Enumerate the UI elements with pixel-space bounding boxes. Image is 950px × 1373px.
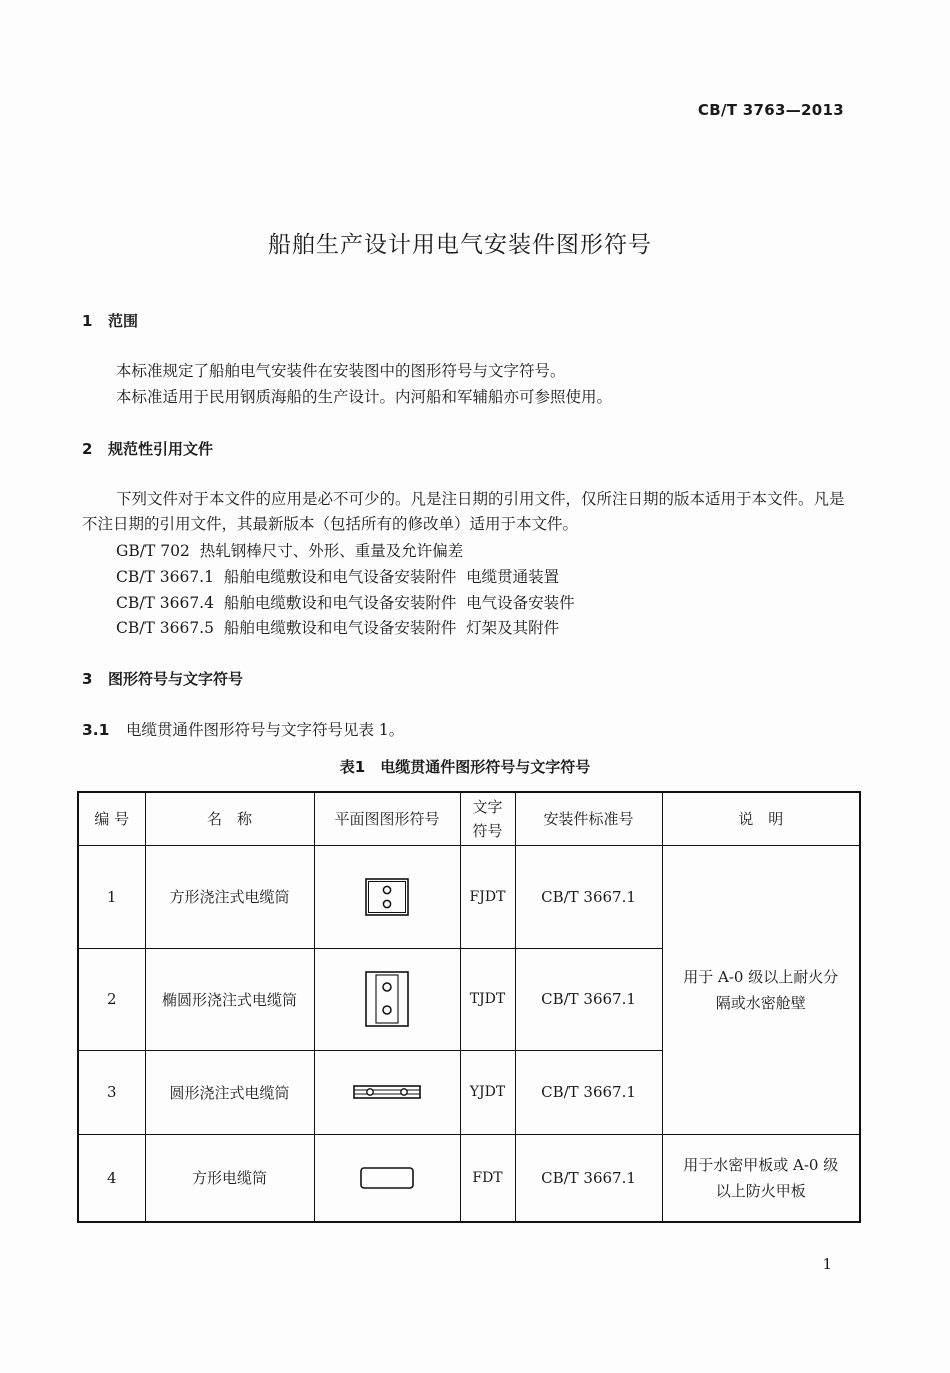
standard-number: CB/T 3763—2013 <box>697 101 844 119</box>
header-letter-code-line-1: 文字 <box>472 797 503 816</box>
row-4-symbol <box>314 1134 460 1222</box>
section-2-title: 规范性引用文件 <box>108 440 214 458</box>
section-1-line-2: 本标准适用于民用钢质海船的生产设计。内河船和军辅船亦可参照使用。 <box>116 388 613 406</box>
page-number: 1 <box>822 1255 832 1273</box>
section-3-number: 3 <box>82 670 93 688</box>
section-2-number: 2 <box>82 440 93 458</box>
note-row-4-line-2: 以上防火甲板 <box>715 1181 806 1200</box>
clause-3-1 <box>82 718 404 740</box>
row-1-code: FJDT <box>460 845 515 948</box>
row-4-standard: CB/T 3667.1 <box>515 1134 662 1222</box>
section-2-paragraph: 下列文件对于本文件的应用是必不可少的。凡是注日期的引用文件，仅所注日期的版本适用于本文件。凡是不注日期的引用文件，其最新版本（包括所有的修改单）适用于本文件。 <box>82 490 845 533</box>
note-row-4 <box>662 1134 860 1222</box>
reference-1: GB/T 702 热轧钢棒尺寸、外形、重量及允许偏差 <box>116 542 464 560</box>
header-note: 说 明 <box>662 792 860 845</box>
table-row <box>78 845 860 948</box>
row-4-name: 方形电缆筒 <box>145 1134 314 1222</box>
section-1-heading <box>82 310 138 331</box>
row-4-no: 4 <box>78 1134 145 1222</box>
row-2-name: 椭圆形浇注式电缆筒 <box>145 948 314 1050</box>
header-no: 编 号 <box>78 792 145 845</box>
note-rows-1-3-line-1: 用于 A-0 级以上耐火分 <box>683 967 839 986</box>
section-3-title: 图形符号与文字符号 <box>108 670 244 688</box>
row-2-code: TJDT <box>460 948 515 1050</box>
oval-box-two-circles-icon <box>363 970 411 1028</box>
note-row-4-line-1: 用于水密甲板或 A-0 级 <box>683 1155 839 1174</box>
rounded-rectangle-icon <box>359 1166 415 1190</box>
header-letter-code-line-2: 符号 <box>472 821 503 840</box>
section-1-line-1: 本标准规定了船舶电气安装件在安装图中的图形符号与文字符号。 <box>116 362 566 380</box>
row-2-no: 2 <box>78 948 145 1050</box>
row-1-name: 方形浇注式电缆筒 <box>145 845 314 948</box>
header-letter-code <box>460 792 515 845</box>
row-3-symbol <box>314 1050 460 1134</box>
round-pipe-section-icon <box>352 1082 422 1102</box>
header-symbol: 平面图图形符号 <box>314 792 460 845</box>
section-2-heading <box>82 438 213 459</box>
reference-2: CB/T 3667.1 船舶电缆敷设和电气设备安装附件 电缆贯通装置 <box>116 568 560 586</box>
square-box-two-circles-icon <box>363 877 411 917</box>
row-2-standard: CB/T 3667.1 <box>515 948 662 1050</box>
row-4-code: FDT <box>460 1134 515 1222</box>
row-3-name: 圆形浇注式电缆筒 <box>145 1050 314 1134</box>
header-standard: 安装件标准号 <box>515 792 662 845</box>
clause-3-1-text: 电缆贯通件图形符号与文字符号见表 1。 <box>126 721 405 739</box>
row-1-no: 1 <box>78 845 145 948</box>
table-1-caption: 表1 电缆贯通件图形符号与文字符号 <box>339 758 591 776</box>
section-1-title: 范围 <box>108 312 139 330</box>
row-3-no: 3 <box>78 1050 145 1134</box>
section-3-heading <box>82 668 243 689</box>
header-name: 名 称 <box>145 792 314 845</box>
note-rows-1-3-line-2: 隔或水密舱壁 <box>715 993 806 1012</box>
row-1-symbol <box>314 845 460 948</box>
row-3-standard: CB/T 3667.1 <box>515 1050 662 1134</box>
row-1-standard: CB/T 3667.1 <box>515 845 662 948</box>
section-1-number: 1 <box>82 312 93 330</box>
table-header-row <box>78 792 860 845</box>
document-title: 船舶生产设计用电气安装件图形符号 <box>268 232 652 258</box>
reference-4: CB/T 3667.5 船舶电缆敷设和电气设备安装附件 灯架及其附件 <box>116 619 560 637</box>
row-3-code: YJDT <box>460 1050 515 1134</box>
clause-3-1-number: 3.1 <box>82 721 110 739</box>
note-rows-1-3 <box>662 845 860 1134</box>
reference-3: CB/T 3667.4 船舶电缆敷设和电气设备安装附件 电气设备安装件 <box>116 594 575 612</box>
table-1 <box>77 791 861 1223</box>
table-row <box>78 1134 860 1222</box>
row-2-symbol <box>314 948 460 1050</box>
